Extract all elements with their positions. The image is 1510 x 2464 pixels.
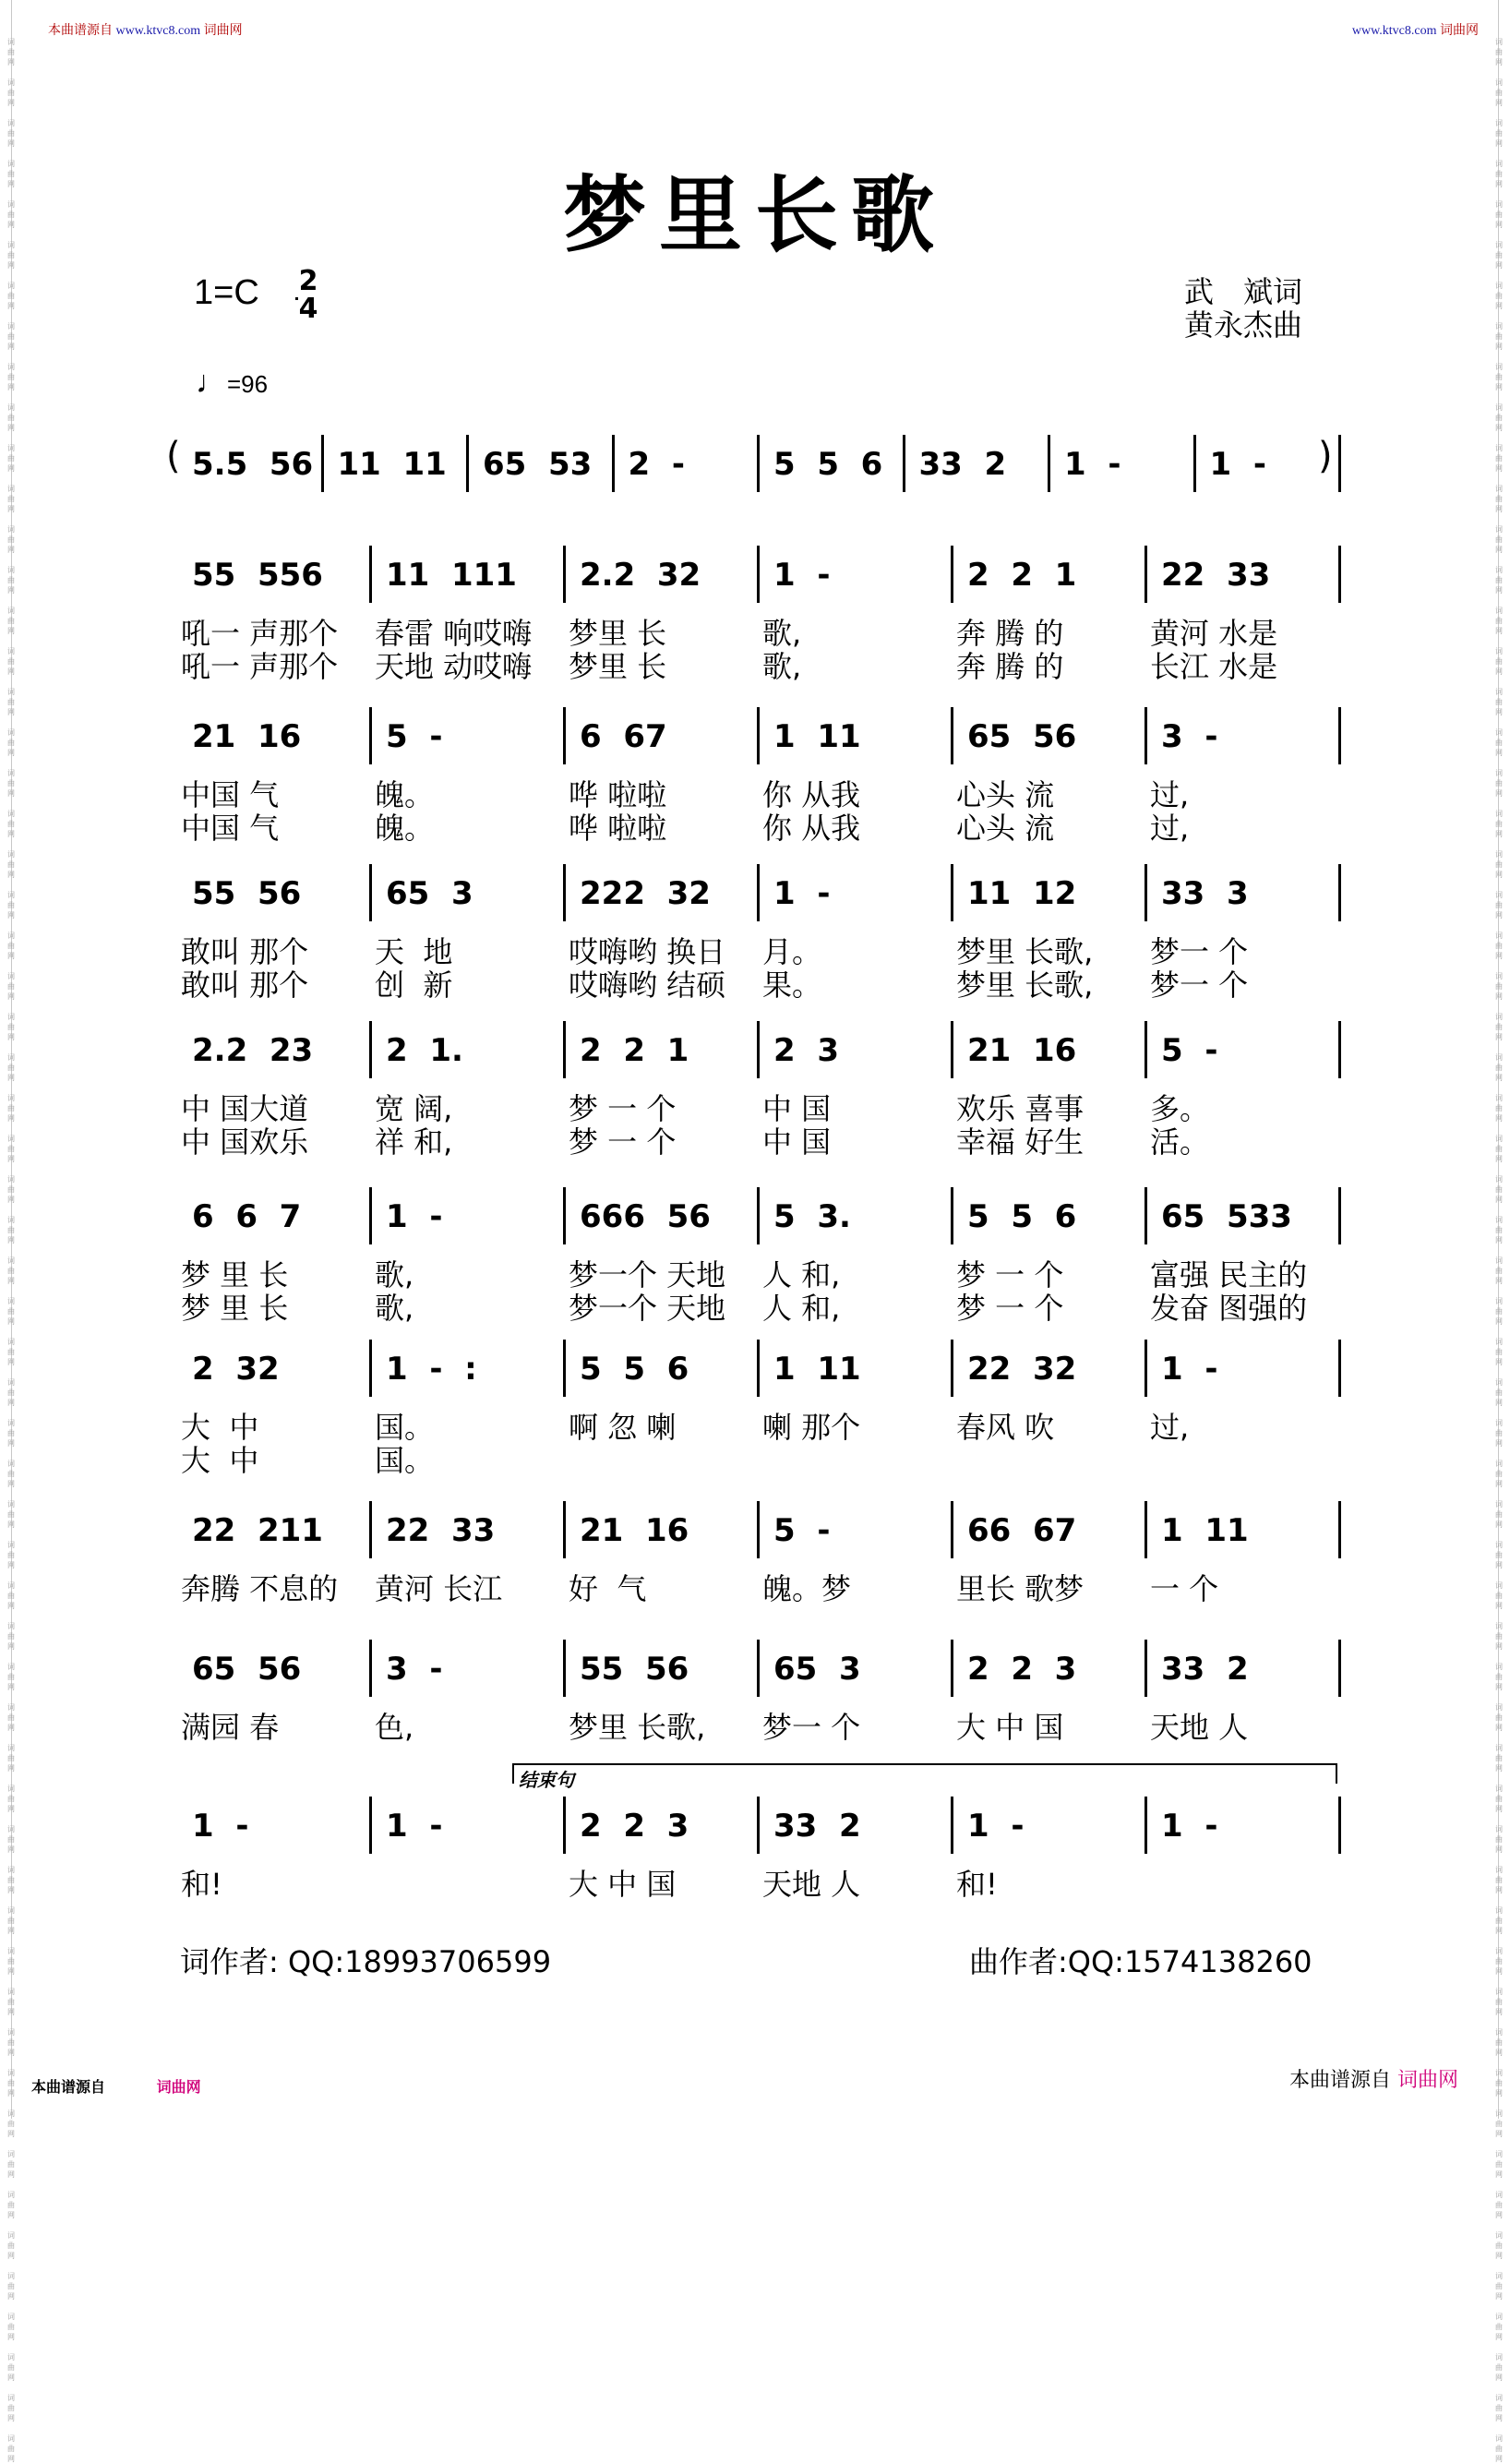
score-row — [175, 549, 1338, 684]
score-row — [175, 1505, 1338, 1634]
barline — [369, 1640, 372, 1697]
measure-notes: 33 2 — [1161, 1651, 1249, 1688]
measure-notes: 55 56 — [192, 875, 302, 912]
lyric-verse-1: 梦一 个 — [1150, 934, 1249, 969]
footer-lyricist: 词作者: QQ:18993706599 — [180, 1944, 552, 1979]
header-source — [48, 20, 243, 39]
barline — [369, 1187, 372, 1244]
measure-notes: 11 12 — [967, 875, 1077, 912]
measure-notes: 3 - — [1161, 718, 1218, 755]
measure-notes: 1 - — [1209, 446, 1266, 483]
measure-notes: 2 2 3 — [967, 1651, 1077, 1688]
lyric-verse-2: 歌, — [375, 1291, 414, 1326]
measure-notes: 55 556 — [192, 557, 323, 594]
lyric-verse-1: 欢乐 喜事 — [956, 1091, 1085, 1126]
barline — [1144, 1021, 1147, 1078]
barline — [757, 707, 760, 764]
ending-bracket — [512, 1763, 1337, 1784]
header-site — [1352, 20, 1479, 39]
quarter-note-icon: ♩ — [196, 365, 227, 400]
barline — [563, 1340, 566, 1397]
lyricist-credit: 武 斌词 — [1184, 274, 1303, 309]
lyric-verse-1: 好 气 — [569, 1571, 647, 1606]
lyric-verse-1: 梦里 长歌, — [569, 1710, 706, 1745]
barline — [1338, 1640, 1341, 1697]
measure-notes: 5 5 6 — [773, 446, 883, 483]
header-site-name: 词曲网 — [1440, 24, 1479, 38]
measure-notes: 65 3 — [386, 875, 473, 912]
lyric-verse-1: 梦一个 天地 — [569, 1257, 726, 1292]
measure-notes: 65 3 — [773, 1651, 861, 1688]
lyric-verse-1: 啊 忽 喇 — [569, 1410, 677, 1445]
score-row — [175, 1343, 1338, 1478]
barline — [1338, 707, 1341, 764]
lyric-verse-1: 大 中 国 — [956, 1710, 1064, 1745]
barline — [563, 707, 566, 764]
barline — [1144, 864, 1147, 921]
lyric-verse-1: 歌, — [762, 616, 802, 651]
score-row — [175, 1800, 1338, 1929]
barline — [1144, 707, 1147, 764]
lyric-verse-1: 梦 一 个 — [956, 1257, 1064, 1292]
lyric-verse-1: 梦 里 长 — [181, 1257, 289, 1292]
lyric-verse-2: 中 国欢乐 — [181, 1124, 309, 1160]
tempo-value: =96 — [227, 370, 269, 398]
barline — [563, 864, 566, 921]
score-row — [175, 1191, 1338, 1326]
lyric-verse-1: 春雷 响哎嗨 — [375, 616, 533, 651]
measure-notes: 33 2 — [773, 1808, 861, 1845]
lyric-verse-1: 大 中 — [181, 1410, 259, 1445]
barline — [563, 546, 566, 603]
measure-notes: 2 2 1 — [967, 557, 1077, 594]
measure-notes: 2.2 32 — [580, 557, 701, 594]
measure-notes: 666 56 — [580, 1198, 711, 1235]
header-source-site: 词曲网 — [203, 24, 243, 38]
measure-notes: 5 3. — [773, 1198, 851, 1235]
measure-notes: 2.2 23 — [192, 1032, 314, 1069]
measure-notes: 1 11 — [773, 718, 861, 755]
lyric-verse-1: 梦里 长 — [569, 616, 667, 651]
barline — [466, 435, 469, 492]
barline — [1338, 1021, 1341, 1078]
measure-notes: 2 2 1 — [580, 1032, 689, 1069]
barline — [1338, 1797, 1341, 1854]
time-signature — [295, 265, 321, 325]
barline — [757, 1501, 760, 1558]
barline — [951, 1021, 953, 1078]
barline — [563, 1501, 566, 1558]
lyric-verse-2: 长江 水是 — [1150, 649, 1278, 684]
measure-notes: 55 56 — [580, 1651, 689, 1688]
barline — [563, 1021, 566, 1078]
measure-notes: 1 - — [386, 1808, 443, 1845]
corner-source-left — [31, 2075, 201, 2097]
barline — [757, 1021, 760, 1078]
measure-notes: 33 2 — [918, 446, 1007, 483]
score-row — [175, 868, 1338, 1003]
corner-source-right — [1289, 2064, 1458, 2093]
lyric-verse-2: 魄。 — [375, 811, 435, 846]
barline — [951, 707, 953, 764]
corner-left-site: 词曲网 — [156, 2078, 201, 2096]
barline — [563, 1187, 566, 1244]
intro-open-paren: ( — [166, 435, 181, 477]
lyric-verse-2: 国。 — [375, 1443, 435, 1478]
barline — [1193, 435, 1196, 492]
barline — [612, 435, 615, 492]
measure-notes: 6 67 — [580, 718, 667, 755]
barline — [369, 1021, 372, 1078]
measure-notes: 1 - — [773, 875, 831, 912]
measure-notes: 1 - — [1064, 446, 1121, 483]
barline — [1144, 1340, 1147, 1397]
measure-notes: 66 67 — [967, 1512, 1077, 1549]
lyric-verse-2: 中 国 — [762, 1124, 832, 1160]
corner-left-text: 本曲谱源自 — [31, 2078, 106, 2096]
lyric-verse-2: 梦 一 个 — [956, 1291, 1064, 1326]
right-watermark-strip: 词 曲 网 词 曲 网 词 曲 网 词 曲 网 词 曲 网 词 曲 网 词 曲 网 词 曲 网 词 曲 网 词 曲 网 词 曲 网 词 曲 网 词 曲 网 词 曲 网 词 曲 网 词 曲 网 词 曲 网 词 曲 网 词 曲 网 词 曲 网 词 曲 网 词 曲 网 词 曲 网 词 曲 网 词 曲 网 词 曲 网 词 曲 网 词 曲 网 词 曲 网 词 曲 网 词 曲 网 词 曲 网 词 曲 网 词 曲 网 词 曲 网 词 曲 网 词 曲 网 词 曲 网 词 曲 网 词 曲 网 词 曲 网 词 曲 网 词 曲 网 词 曲 网 词 曲 网 词 曲 网 词 曲 网 词 曲 网 词 曲 网 词 曲 网 词 曲 网 词 曲 网 词 曲 网 词 曲 网 词 曲 网 词 曲 网 词 曲 网 词 曲 网 词 曲 网 词 曲 网 — [1495, 38, 1503, 2463]
lyric-verse-2: 过, — [1150, 811, 1190, 846]
measure-notes: 5 - — [773, 1512, 831, 1549]
header-site-url[interactable]: www.ktvc8.com — [1351, 24, 1437, 38]
barline — [757, 1187, 760, 1244]
barline — [321, 435, 324, 492]
barline — [757, 435, 760, 492]
lyric-verse-2: 梦一 个 — [1150, 968, 1249, 1003]
measure-notes: 65 533 — [1161, 1198, 1292, 1235]
lyric-verse-2: 梦 一 个 — [569, 1124, 677, 1160]
measure-notes: 22 211 — [192, 1512, 323, 1549]
measure-notes: 1 11 — [773, 1351, 861, 1388]
lyric-verse-2: 大 中 — [181, 1443, 259, 1478]
barline — [369, 1797, 372, 1854]
barline — [1144, 1797, 1147, 1854]
lyric-verse-2: 吼一 声那个 — [181, 649, 339, 684]
lyric-verse-1: 过, — [1150, 1410, 1190, 1445]
barline — [951, 1797, 953, 1854]
measure-notes: 33 3 — [1161, 875, 1249, 912]
lyric-verse-1: 春风 吹 — [956, 1410, 1055, 1445]
lyric-verse-2: 祥 和, — [375, 1124, 453, 1160]
left-watermark-strip: 词 曲 网 词 曲 网 词 曲 网 词 曲 网 词 曲 网 词 曲 网 词 曲 网 词 曲 网 词 曲 网 词 曲 网 词 曲 网 词 曲 网 词 曲 网 词 曲 网 词 曲 网 词 曲 网 词 曲 网 词 曲 网 词 曲 网 词 曲 网 词 曲 网 词 曲 网 词 曲 网 词 曲 网 词 曲 网 词 曲 网 词 曲 网 词 曲 网 词 曲 网 词 曲 网 词 曲 网 词 曲 网 词 曲 网 词 曲 网 词 曲 网 词 曲 网 词 曲 网 词 曲 网 词 曲 网 词 曲 网 词 曲 网 词 曲 网 词 曲 网 词 曲 网 词 曲 网 词 曲 网 词 曲 网 词 曲 网 词 曲 网 词 曲 网 词 曲 网 词 曲 网 词 曲 网 词 曲 网 词 曲 网 词 曲 网 词 曲 网 词 曲 网 词 曲 网 词 曲 网 — [7, 38, 15, 2463]
measure-notes: 65 56 — [192, 1651, 302, 1688]
lyric-verse-2: 人 和, — [762, 1291, 841, 1326]
measure-notes: 22 33 — [1161, 557, 1271, 594]
barline — [1048, 435, 1050, 492]
measure-notes: 21 16 — [967, 1032, 1077, 1069]
lyric-verse-2: 天地 动哎嗨 — [375, 649, 533, 684]
barline — [757, 1340, 760, 1397]
barline — [1144, 1501, 1147, 1558]
lyric-verse-2: 活。 — [1150, 1124, 1210, 1160]
time-sig-bottom: 4 — [298, 293, 318, 325]
measure-notes: 5.5 56 — [192, 446, 314, 483]
measure-notes: 5 - — [386, 718, 443, 755]
header-source-label: 本曲谱源自 — [48, 24, 113, 38]
lyric-verse-2: 心头 流 — [956, 811, 1055, 846]
footer-composer: 曲作者:QQ:1574138260 — [969, 1944, 1312, 1979]
measure-notes: 65 53 — [483, 446, 593, 483]
measure-notes: 1 - : — [386, 1351, 477, 1388]
lyric-verse-1: 过, — [1150, 777, 1190, 812]
tempo-mark — [196, 365, 268, 401]
lyric-verse-1: 一 个 — [1150, 1571, 1219, 1606]
lyric-verse-2: 中国 气 — [181, 811, 280, 846]
measure-notes: 2 - — [628, 446, 685, 483]
lyric-verse-2: 歌, — [762, 649, 802, 684]
barline — [1338, 435, 1341, 492]
lyric-verse-1: 梦里 长歌, — [956, 934, 1094, 969]
lyric-verse-1: 中 国大道 — [181, 1091, 309, 1126]
barline — [1144, 1640, 1147, 1697]
measure-notes: 5 - — [1161, 1032, 1218, 1069]
song-title: 梦里长歌 — [563, 167, 947, 264]
lyric-verse-1: 天地 人 — [762, 1867, 861, 1902]
time-sig-top: 2 — [298, 265, 318, 297]
lyric-verse-1: 宽 阔, — [375, 1091, 453, 1126]
measure-notes: 1 - — [773, 557, 831, 594]
lyric-verse-1: 吼一 声那个 — [181, 616, 339, 651]
lyric-verse-2: 梦里 长歌, — [956, 968, 1094, 1003]
lyric-verse-2: 梦里 长 — [569, 649, 667, 684]
barline — [951, 1501, 953, 1558]
lyric-verse-1: 多。 — [1150, 1091, 1210, 1126]
barline — [369, 546, 372, 603]
barline — [563, 1640, 566, 1697]
lyric-verse-2: 发奋 图强的 — [1150, 1291, 1308, 1326]
lyric-verse-2: 幸福 好生 — [956, 1124, 1085, 1160]
measure-notes: 1 - — [386, 1198, 443, 1235]
barline — [1338, 546, 1341, 603]
barline — [1338, 1501, 1341, 1558]
lyric-verse-2: 梦一个 天地 — [569, 1291, 726, 1326]
lyric-verse-1: 里长 歌梦 — [956, 1571, 1085, 1606]
header-source-url[interactable]: www.ktvc8.com — [115, 24, 201, 38]
corner-right-site: 词曲网 — [1396, 2069, 1458, 2092]
barline — [1338, 1340, 1341, 1397]
lyric-verse-2: 你 从我 — [762, 811, 861, 846]
barline — [903, 435, 905, 492]
measure-notes: 2 2 3 — [580, 1808, 689, 1845]
lyric-verse-2: 果。 — [762, 968, 822, 1003]
lyric-verse-1: 喇 那个 — [762, 1410, 861, 1445]
lyric-verse-1: 色, — [375, 1710, 414, 1745]
measure-notes: 1 11 — [1161, 1512, 1249, 1549]
credits — [1184, 275, 1302, 342]
measure-notes: 3 - — [386, 1651, 443, 1688]
measure-notes: 1 - — [967, 1808, 1025, 1845]
lyric-verse-2: 梦 里 长 — [181, 1291, 289, 1326]
barline — [1338, 1187, 1341, 1244]
lyric-verse-1: 中国 气 — [181, 777, 280, 812]
ending-label: 结束句 — [519, 1769, 574, 1791]
barline — [369, 707, 372, 764]
lyric-verse-2: 奔 腾 的 — [956, 649, 1064, 684]
lyric-verse-1: 天 地 — [375, 934, 453, 969]
lyric-verse-1: 心头 流 — [956, 777, 1055, 812]
measure-notes: 2 32 — [192, 1351, 280, 1388]
barline — [951, 864, 953, 921]
barline — [951, 546, 953, 603]
lyric-verse-1: 哎嗨哟 换日 — [569, 934, 726, 969]
measure-notes: 2 1. — [386, 1032, 463, 1069]
measure-notes: 22 32 — [967, 1351, 1077, 1388]
barline — [369, 1501, 372, 1558]
lyric-verse-1: 黄河 水是 — [1150, 616, 1278, 651]
measure-notes: 65 56 — [967, 718, 1077, 755]
lyric-verse-2: 哗 啦啦 — [569, 811, 667, 846]
lyric-verse-1: 中 国 — [762, 1091, 832, 1126]
measure-notes: 6 6 7 — [192, 1198, 302, 1235]
measure-notes: 222 32 — [580, 875, 711, 912]
lyric-verse-1: 大 中 国 — [569, 1867, 677, 1902]
lyric-verse-1: 富强 民主的 — [1150, 1257, 1308, 1292]
score-row — [175, 1025, 1338, 1160]
lyric-verse-2: 创 新 — [375, 968, 453, 1003]
barline — [757, 1797, 760, 1854]
barline — [1144, 1187, 1147, 1244]
barline — [757, 1640, 760, 1697]
measure-notes: 1 - — [192, 1808, 249, 1845]
lyric-verse-1: 和! — [181, 1867, 222, 1902]
lyric-verse-1: 天地 人 — [1150, 1710, 1249, 1745]
measure-notes: 11 11 — [337, 446, 447, 483]
lyric-verse-1: 黄河 长江 — [375, 1571, 503, 1606]
score-row — [175, 711, 1338, 846]
measure-notes: 21 16 — [580, 1512, 689, 1549]
measure-notes: 11 111 — [386, 557, 517, 594]
barline — [757, 546, 760, 603]
barline — [951, 1187, 953, 1244]
measure-notes: 21 16 — [192, 718, 302, 755]
lyric-verse-1: 奔腾 不息的 — [181, 1571, 339, 1606]
measure-notes: 5 5 6 — [580, 1351, 689, 1388]
lyric-verse-2: 哎嗨哟 结硕 — [569, 968, 726, 1003]
barline — [1338, 864, 1341, 921]
lyric-verse-1: 哗 啦啦 — [569, 777, 667, 812]
composer-credit: 黄永杰曲 — [1184, 307, 1303, 343]
score-row — [175, 1643, 1338, 1773]
barline — [951, 1640, 953, 1697]
lyric-verse-1: 敢叫 那个 — [181, 934, 309, 969]
barline — [757, 864, 760, 921]
measure-notes: 5 5 6 — [967, 1198, 1077, 1235]
measure-notes: 22 33 — [386, 1512, 496, 1549]
lyric-verse-1: 和! — [956, 1867, 998, 1902]
lyric-verse-1: 人 和, — [762, 1257, 841, 1292]
measure-notes: 1 - — [1161, 1351, 1218, 1388]
lyric-verse-1: 满园 春 — [181, 1710, 280, 1745]
barline — [563, 1797, 566, 1854]
lyric-verse-2: 敢叫 那个 — [181, 968, 309, 1003]
lyric-verse-1: 梦 一 个 — [569, 1091, 677, 1126]
lyric-verse-1: 歌, — [375, 1257, 414, 1292]
lyric-verse-1: 你 从我 — [762, 777, 861, 812]
lyric-verse-1: 月。 — [762, 934, 822, 969]
barline — [1144, 546, 1147, 603]
key-signature: 1=C — [194, 273, 259, 312]
barline — [951, 1340, 953, 1397]
lyric-verse-1: 魄。梦 — [762, 1571, 852, 1606]
lyric-verse-1: 梦一 个 — [762, 1710, 861, 1745]
lyric-verse-1: 国。 — [375, 1410, 435, 1445]
lyric-verse-1: 奔 腾 的 — [956, 616, 1064, 651]
corner-right-text: 本曲谱源自 — [1288, 2069, 1391, 2092]
measure-notes: 2 3 — [773, 1032, 839, 1069]
barline — [369, 864, 372, 921]
measure-notes: 1 - — [1161, 1808, 1218, 1845]
lyric-verse-1: 魄。 — [375, 777, 435, 812]
barline — [369, 1340, 372, 1397]
intro-close-paren: ) — [1318, 435, 1333, 477]
